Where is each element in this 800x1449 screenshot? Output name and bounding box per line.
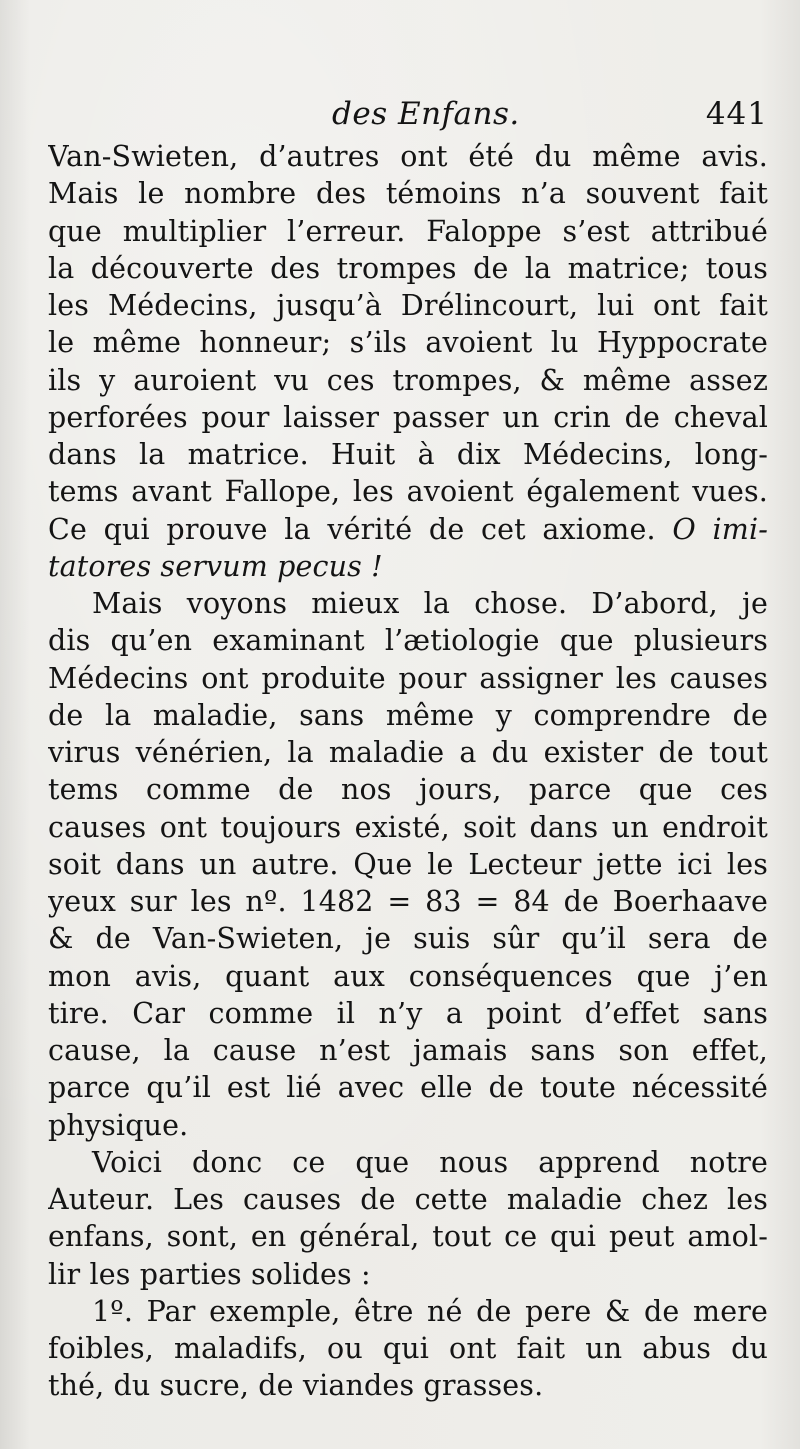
paragraph-4 [48,1293,768,1405]
text-line: Mais le nombre des témoins n’a souvent fait [48,177,768,211]
paragraph-3 [48,1144,768,1293]
latin-quote-line: tatores servum pecus ! [48,549,383,583]
text-line: dans la matrice. Huit à dix Médecins, long- [48,438,768,471]
text-line: cause, la cause n’est jamais sans son effet, [48,1034,768,1067]
text-line [48,511,768,548]
text-line: Mais voyons mieux la chose. D’abord, je [92,587,768,620]
page-number: 441 [705,96,768,132]
text-line: Médecins ont produite pour assigner les causes [48,661,768,695]
text-line: lir les parties solides : [48,1257,371,1291]
latin-quote: O imi- [672,512,768,546]
paragraph-1 [48,138,768,585]
text-line: parce qu’il est lié avec elle de toute nécessité [48,1071,768,1105]
text-line: virus vénérien, la maladie a du exister de tout [48,736,768,769]
running-title: des Enfans. [332,96,520,132]
text-line: le même honneur; s’ils avoient lu Hyppocrate [48,326,768,360]
text-line: thé, du sucre, de viandes grasses. [48,1369,544,1403]
text-line: tems comme de nos jours, parce que ces [48,773,768,807]
text-line: enfans, sont, en général, tout ce qui peut amol- [48,1220,768,1254]
page-body [48,138,768,1405]
text-line: yeux sur les nº. 1482 = 83 = 84 de Boerhaave [48,885,768,918]
text-line: dis qu’en examinant l’ætiologie que plusieurs [48,624,768,658]
text-line: mon avis, quant aux conséquences que j’en [48,959,768,993]
text-run: Ce qui prouve la vérité de cet axiome. [48,512,656,546]
text-line: & de Van-Swieten, je suis sûr qu’il sera de [48,922,768,956]
text-line: tems avant Fallope, les avoient également vues. [48,475,768,509]
text-line: la découverte des trompes de la matrice; tous [48,251,768,285]
text-line: les Médecins, jusqu’à Drélincourt, lui ont fait [48,289,768,322]
paragraph-2 [48,585,768,1144]
text-line: soit dans un autre. Que le Lecteur jette ici les [48,847,768,881]
text-line: que multiplier l’erreur. Faloppe s’est attribué [48,214,768,248]
text-line: Van-Swieten, d’autres ont été du même avis. [48,140,768,173]
text-line: perforées pour laisser passer un crin de cheval [48,400,768,434]
text-line: 1º. Par exemple, être né de pere & de mere [92,1294,768,1328]
text-line: ils y auroient vu ces trompes, & même assez [48,363,768,397]
text-line: Voici donc ce que nous apprend notre [92,1145,768,1179]
text-line: Auteur. Les causes de cette maladie chez les [48,1183,768,1216]
text-line: de la maladie, sans même y comprendre de [48,698,768,732]
text-line: foibles, maladifs, ou qui ont fait un abus du [48,1332,768,1365]
page-header [52,96,768,142]
text-line: tire. Car comme il n’y a point d’effet sans [48,996,768,1030]
text-line: physique. [48,1108,189,1142]
text-line: causes ont toujours existé, soit dans un endroit [48,810,768,844]
